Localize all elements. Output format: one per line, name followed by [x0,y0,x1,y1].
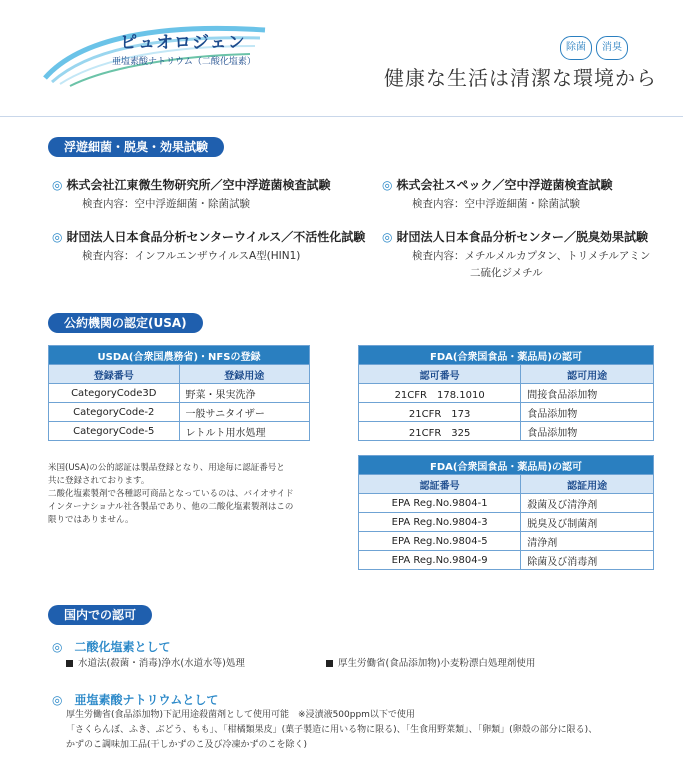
chlorine-dioxide-item-1: 水道法(殺菌・消毒)浄水(水道水等)処理 [66,656,245,671]
brand-subtitle: 亜塩素酸ナトリウム（二酸化塩素） [112,57,256,67]
fda2-cell-number: EPA Reg.No.9804-9 [359,551,521,570]
bullet-icon: ◎ [52,178,63,192]
usda-header-number: 登録番号 [49,365,180,384]
table-row [359,422,654,441]
test-item-2-title: ◎ 株式会社スペック／空中浮遊菌検査試験 [382,178,613,192]
test-item-3-title: ◎ 財団法人日本食品分析センターウイルス／不活性化試験 [52,230,366,244]
table-row [49,422,310,441]
fda2-cell-number: EPA Reg.No.9804-3 [359,513,521,532]
fda1-cell-number: 21CFR 173 [359,403,521,422]
table-row [359,513,654,532]
section-title-usa-certification: 公約機関の認定(USA) [48,313,203,333]
note-line: 限りではありません。 [48,515,134,525]
usda-cell-use: レトルト用水処理 [179,422,310,441]
table-row [359,384,654,403]
square-bullet-icon [66,660,73,667]
section-title-domestic-approval: 国内での認可 [48,605,152,625]
usda-header-use: 登録用途 [179,365,310,384]
fda-table-2 [358,455,654,570]
page-slogan: 健康な生活は清潔な環境から [384,66,657,90]
table-row [359,551,654,570]
sodium-chlorite-text [66,708,597,753]
table-row [359,532,654,551]
badge-deodorize: 消臭 [596,36,628,60]
fda-table-1 [358,345,654,441]
note-line: 共に登録されております。 [48,476,150,486]
usda-cell-number: CategoryCode3D [49,384,180,403]
section-title-tests: 浮遊細菌・脱臭・効果試験 [48,137,224,157]
table-row [359,494,654,513]
fda1-cell-number: 21CFR 178.1010 [359,384,521,403]
header-divider [0,116,683,117]
badge-sterilize: 除菌 [560,36,592,60]
chlorine-dioxide-heading: ◎ 二酸化塩素として [52,640,171,654]
fda2-table-caption: FDA(合衆国食品・薬品局)の認可 [359,456,654,475]
bullet-icon: ◎ [52,693,63,707]
fda2-cell-number: EPA Reg.No.9804-5 [359,532,521,551]
sodium-chlorite-heading: ◎ 亜塩素酸ナトリウムとして [52,693,219,707]
fda2-cell-use: 除菌及び消毒剤 [521,551,654,570]
usda-table-caption: USDA(合衆国農務省)・NFSの登録 [49,346,310,365]
fda2-cell-number: EPA Reg.No.9804-1 [359,494,521,513]
table-row [49,384,310,403]
usda-table [48,345,310,441]
usda-cell-use: 一般サニタイザー [179,403,310,422]
test-item-4-title: ◎ 財団法人日本食品分析センター／脱臭効果試験 [382,230,649,244]
bullet-icon: ◎ [382,230,393,244]
note-line: 二酸化塩素製剤で各種認可商品となっているのは、バイオサイド [48,489,294,499]
test-item-4-detail-cont: 二硫化ジメチル [470,267,543,279]
bullet-icon: ◎ [52,640,63,654]
fda2-cell-use: 清浄剤 [521,532,654,551]
chlorine-dioxide-item-2: 厚生労働省(食品添加物)小麦粉漂白処理剤使用 [326,656,535,671]
square-bullet-icon [326,660,333,667]
test-item-1-title: ◎ 株式会社江東微生物研究所／空中浮遊菌検査試験 [52,178,331,192]
usda-cell-number: CategoryCode-5 [49,422,180,441]
bullet-icon: ◎ [382,178,393,192]
fda1-cell-use: 間接食品添加物 [521,384,654,403]
test-item-3-detail: 検査内容：インフルエンザウイルスA型(HIN1) [82,250,301,262]
fda2-header-number: 認証番号 [359,475,521,494]
sodium-chlorite-line: 「さくらんぼ、ふき、ぶどう、もも」、「柑橘類果皮」(菓子製造に用いる物に限る)、「生食用野菜類」、「卵類」(卵殻の部分に限る)、 [66,725,598,735]
fda1-header-number: 認可番号 [359,365,521,384]
table-row [49,403,310,422]
note-line: インターナショナル社各製品であり、他の二酸化塩素製剤はこの [48,502,294,512]
fda1-cell-use: 食品添加物 [521,403,654,422]
fda2-cell-use: 殺菌及び清浄剤 [521,494,654,513]
fda1-table-caption: FDA(合衆国食品・薬品局)の認可 [359,346,654,365]
note-line: 米国(USA)の公的認証は製品登録となり、用途毎に認証番号と [48,463,285,473]
sodium-chlorite-line: 厚生労働省(食品添加物)下記用途殺菌剤として使用可能 ※浸漬液500ppm以下で使用 [66,710,415,720]
test-item-1-detail: 検査内容：空中浮遊細菌・除菌試験 [82,198,250,210]
fda1-cell-use: 食品添加物 [521,422,654,441]
fda2-cell-use: 脱臭及び制菌剤 [521,513,654,532]
brand-name: ピュオロジェン [120,33,246,53]
bullet-icon: ◎ [52,230,63,244]
fda1-cell-number: 21CFR 325 [359,422,521,441]
usda-cell-number: CategoryCode-2 [49,403,180,422]
test-item-4-detail: 検査内容：メチルメルカプタン、トリメチルアミン [412,250,651,262]
sodium-chlorite-line: かずのこ調味加工品(干しかずのこ及び冷凍かずのこを除く) [66,740,308,750]
test-item-2-detail: 検査内容：空中浮遊細菌・除菌試験 [412,198,580,210]
fda1-header-use: 認可用途 [521,365,654,384]
fda2-header-use: 認証用途 [521,475,654,494]
table-row [359,403,654,422]
usa-note [48,462,338,527]
usda-cell-use: 野菜・果実洗浄 [179,384,310,403]
